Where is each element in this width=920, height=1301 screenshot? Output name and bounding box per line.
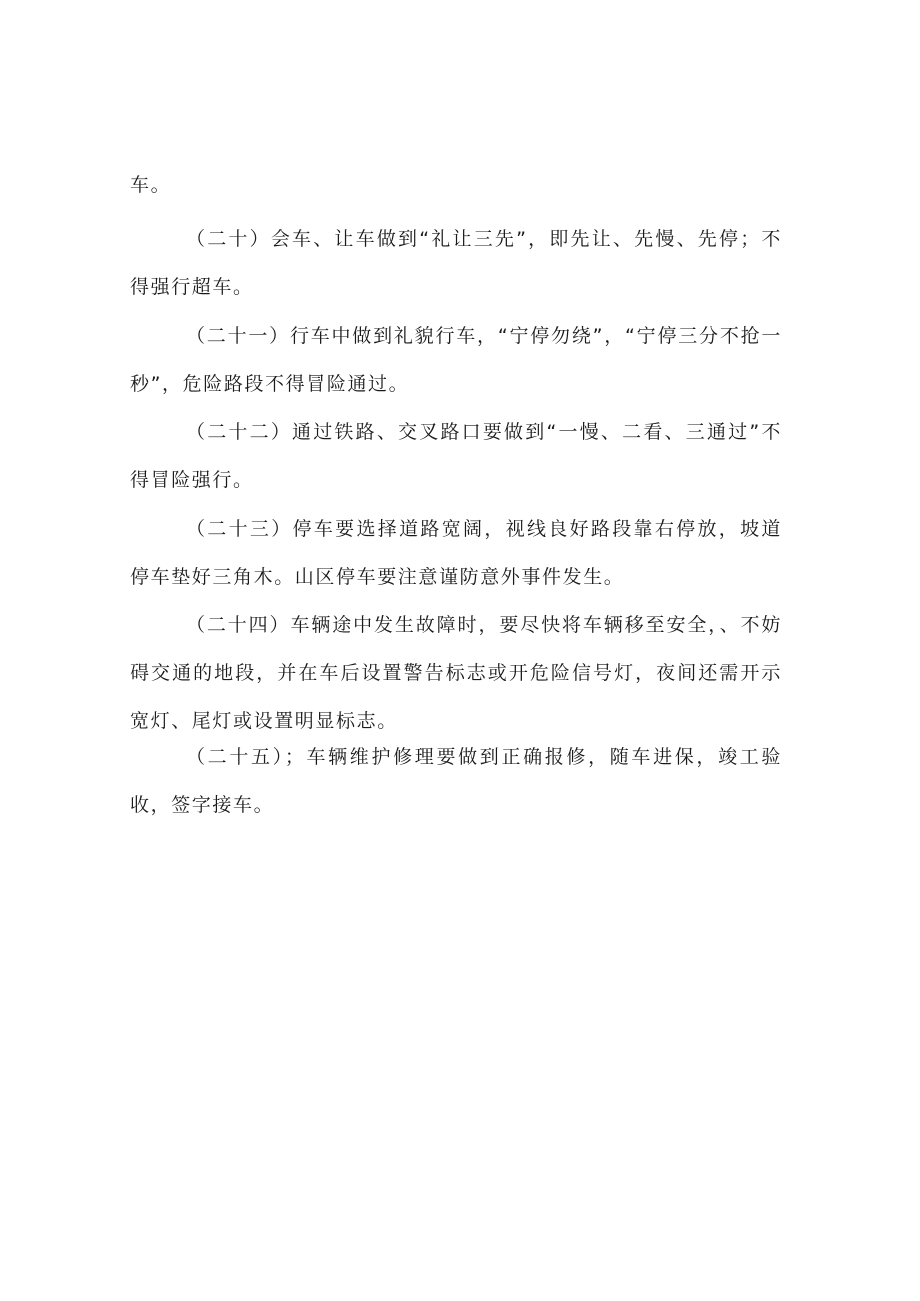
paragraph-item-23: （二十三）停车要选择道路宽阔，视线良好路段靠右停放，坡道停车垫好三角木。山区停车要注意谨防意外事件发生。	[130, 518, 782, 588]
document-body	[130, 215, 782, 311]
paragraph-item-25: （二十五）；车辆维护修理要做到正确报修，随车进保，竣工验收，签字接车。	[130, 746, 782, 816]
document-body	[130, 601, 782, 745]
paragraph-item-24: （二十四）车辆途中发生故障时，要尽快将车辆移至安全，、不妨碍交通的地段，并在车后设置警告标志或开危险信号灯，夜间还需开示宽灯、尾灯或设置明显标志。	[130, 614, 782, 732]
document-body	[130, 161, 782, 209]
paragraph-item-22: （二十二）通过铁路、交叉路口要做到“一慢、二看、三通过”不得冒险强行。	[130, 421, 782, 491]
document-body	[130, 505, 782, 601]
paragraph-item-21: （二十一）行车中做到礼貌行车，“宁停勿绕”，“宁停三分不抢一秒”，危险路段不得冒险通过。	[130, 325, 782, 395]
document-body	[130, 312, 782, 408]
paragraph-item-20: （二十）会车、让车做到“礼让三先”，即先让、先慢、先停；不得强行超车。	[130, 228, 782, 298]
paragraph-continuation: 车。	[130, 174, 172, 196]
document-body	[130, 733, 782, 829]
document-body	[130, 408, 782, 504]
